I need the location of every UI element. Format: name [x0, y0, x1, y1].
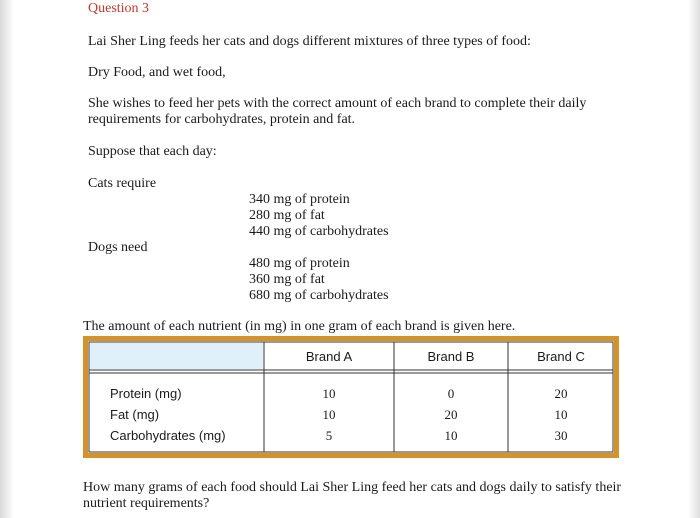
table-cell: 5 [325, 428, 333, 443]
dogs-requirement: 680 mg of carbohydrates [249, 288, 389, 303]
table-cell: 0 [447, 386, 455, 401]
final-question-line1: How many grams of each food should Lai Sher Ling feed her cats and dogs daily to satisfy their [83, 480, 622, 495]
cats-requirement: 440 mg of carbohydrates [249, 224, 389, 239]
right-page-shadow [688, 0, 700, 518]
nutrient-table [83, 336, 619, 458]
intro-text: Lai Sher Ling feeds her cats and dogs different mixtures of three types of food: [88, 34, 531, 49]
dogs-label: Dogs need [88, 240, 148, 255]
row-label-carbohydrates: Carbohydrates (mg) [110, 428, 226, 443]
foods-text: Dry Food, and wet food, [88, 65, 226, 80]
table-cell: 20 [554, 386, 568, 401]
table-cell: 10 [322, 407, 336, 422]
header-brand-a: Brand A [305, 349, 353, 364]
table-cell: 20 [444, 407, 458, 422]
header-brand-c: Brand C [537, 349, 585, 364]
wish-text-line2: requirements for carbohydrates, protein and fat. [88, 112, 356, 127]
table-cell: 10 [444, 428, 458, 443]
question-title: Question 3 [88, 1, 150, 16]
table-cell: 10 [322, 386, 336, 401]
table-cell: 10 [554, 407, 568, 422]
dogs-requirement: 360 mg of fat [249, 272, 325, 287]
row-label-protein: Protein (mg) [110, 386, 182, 401]
table-intro: The amount of each nutrient (in mg) in one gram of each brand is given here. [83, 319, 516, 334]
cats-requirement: 280 mg of fat [249, 208, 325, 223]
left-page-shadow [0, 0, 14, 518]
suppose-text: Suppose that each day: [88, 144, 217, 159]
table-cell: 30 [554, 428, 568, 443]
header-brand-b: Brand B [427, 349, 475, 364]
wish-text-line1: She wishes to feed her pets with the correct amount of each brand to complete their daily [88, 96, 587, 111]
final-question-line2: nutrient requirements? [83, 496, 210, 511]
cats-label: Cats require [88, 176, 157, 191]
dogs-requirement: 480 mg of protein [249, 256, 350, 271]
cats-requirement: 340 mg of protein [249, 192, 350, 207]
row-label-fat: Fat (mg) [110, 407, 160, 422]
